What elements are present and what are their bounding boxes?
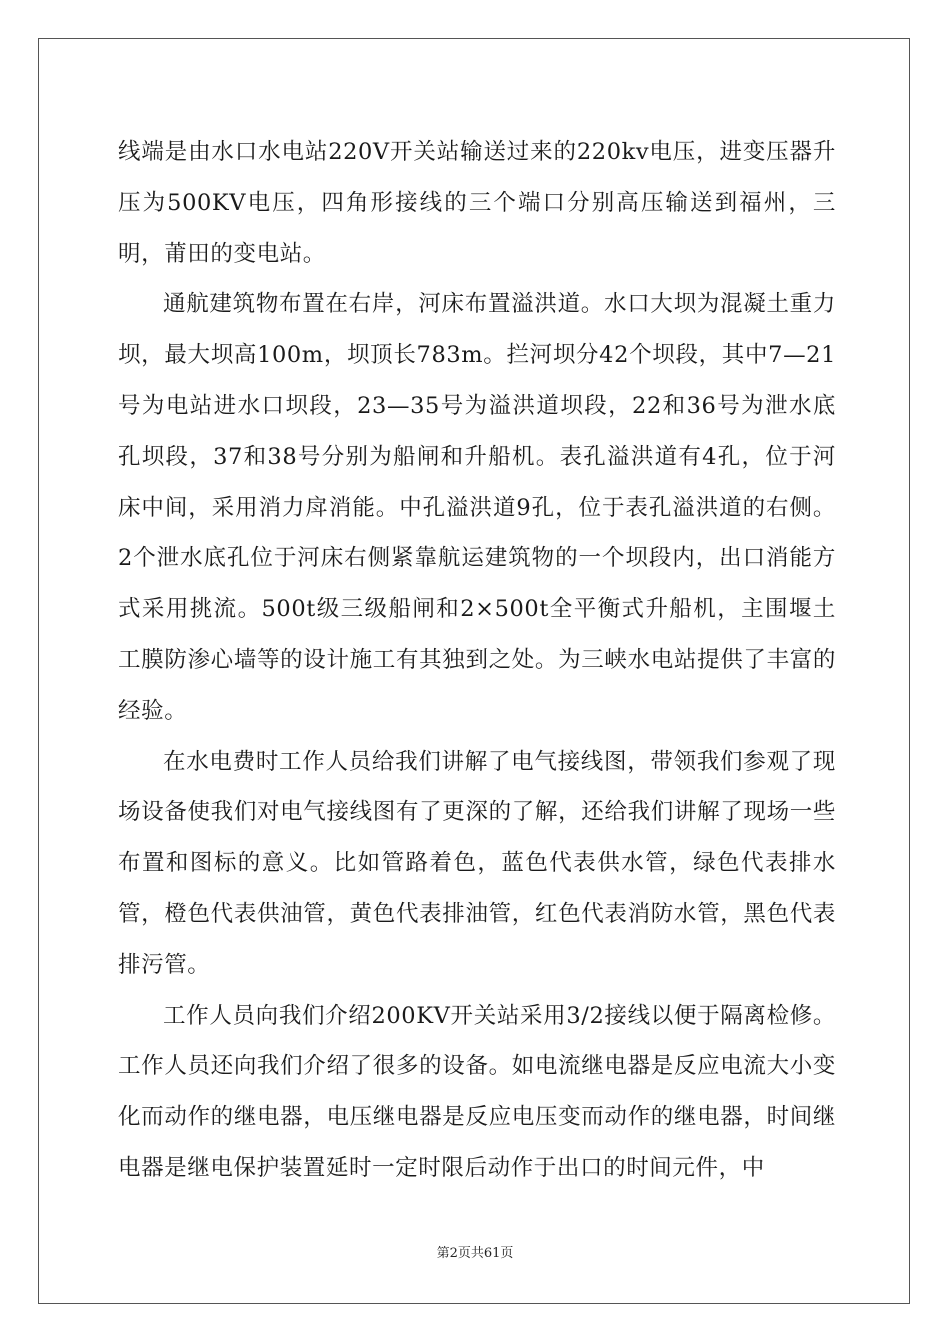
paragraph-wiring-diagram: 在水电费时工作人员给我们讲解了电气接线图，带领我们参观了现场设备使我们对电气接线图有了更深的了解，还给我们讲解了现场一些布置和图标的意义。比如管路着色，蓝色代表供水管，绿色代表排水管，橙色代表供油管，黄色代表排油管，红色代表消防水管，黑色代表排污管。	[118, 748, 836, 978]
paragraph-switch-station: 工作人员向我们介绍200KV开关站采用3/2接线以便于隔离检修。工作人员还向我们介绍了很多的设备。如电流继电器是反应电流大小变化而动作的继电器，电压继电器是反应电压变而动作的继电器，时间继电器是继电保护装置延时一定时限后动作于出口的时间元件，中	[118, 1002, 836, 1181]
page-footer	[0, 1245, 950, 1263]
page-total: 共61页	[470, 1246, 514, 1261]
page-number: 第2页	[436, 1246, 471, 1261]
document-body	[118, 127, 836, 1194]
paragraph-continuation: 线端是由水口水电站220V开关站输送过来的220kv电压，进变压器升压为500KV电压，四角形接线的三个端口分别高压输送到福州，三明，莆田的变电站。	[118, 139, 836, 267]
paragraph-navigation-structures: 通航建筑物布置在右岸，河床布置溢洪道。水口大坝为混凝土重力坝，最大坝高100m，坝顶长783m。拦河坝分42个坝段，其中7—21号为电站进水口坝段，23—35号为溢洪道坝段，22和36号为泄水底孔坝段，37和38号分别为船闸和升船机。表孔溢洪道有4孔，位于河床中间，采用消力戽消能。中孔溢洪道9孔，位于表孔溢洪道的右侧。2个泄水底孔位于河床右侧紧靠航运建筑物的一个坝段内，出口消能方式采用挑流。500t级三级船闸和2×500t全平衡式升船机，主围堰土工膜防渗心墙等的设计施工有其独到之处。为三峡水电站提供了丰富的经验。	[118, 291, 836, 724]
